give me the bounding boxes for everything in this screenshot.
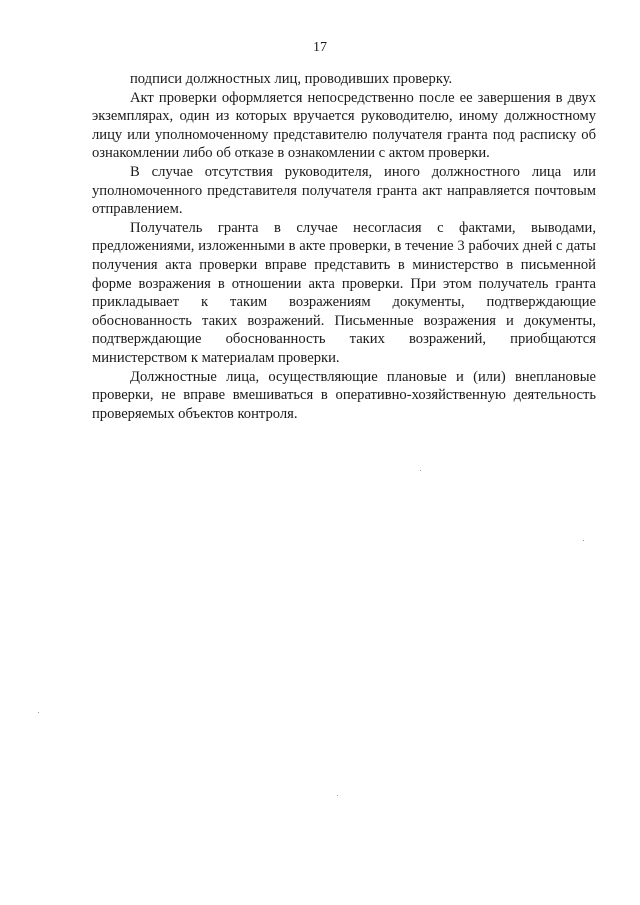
scan-speck (337, 795, 338, 796)
page-number: 17 (313, 40, 327, 55)
scan-speck (583, 540, 584, 541)
scan-speck (420, 470, 421, 471)
scan-speck (38, 712, 39, 713)
paragraph-absence-of-head: В случае отсутствия руководителя, иного должностного лица или уполномоченного представителя получателя гранта акт направляется почтовым отправлением. (92, 163, 596, 218)
document-body (92, 70, 596, 423)
paragraph-act-execution: Акт проверки оформляется непосредственно после ее завершения в двух экземплярах, один из которых вручается руководителю, иному должностному лицу или уполномоченному представителю получателя гранта под расписку об ознакомлении либо об отказе в ознакомлении с актом проверки. (92, 89, 596, 162)
paragraph-objections: Получатель гранта в случае несогласия с фактами, выводами, предложениями, изложенными в акте проверки, в течение 3 рабочих дней с даты получения акта проверки вправе представить в министерство в письменной форме возражения в отношении акта проверки. При этом получатель гранта прикладывает к таким возражениям документы, подтверждающие обоснованность таких возражений. Письменные возражения и документы, подтверждающие обоснованность таких возражений, приобщаются министерством к материалам проверки. (92, 219, 596, 366)
paragraph-non-interference: Должностные лица, осуществляющие плановые и (или) внеплановые проверки, не вправе вмешиваться в оперативно-хозяйственную деятельность проверяемых объектов контроля. (92, 368, 596, 422)
paragraph-signatures: подписи должностных лиц, проводивших проверку. (130, 71, 453, 87)
